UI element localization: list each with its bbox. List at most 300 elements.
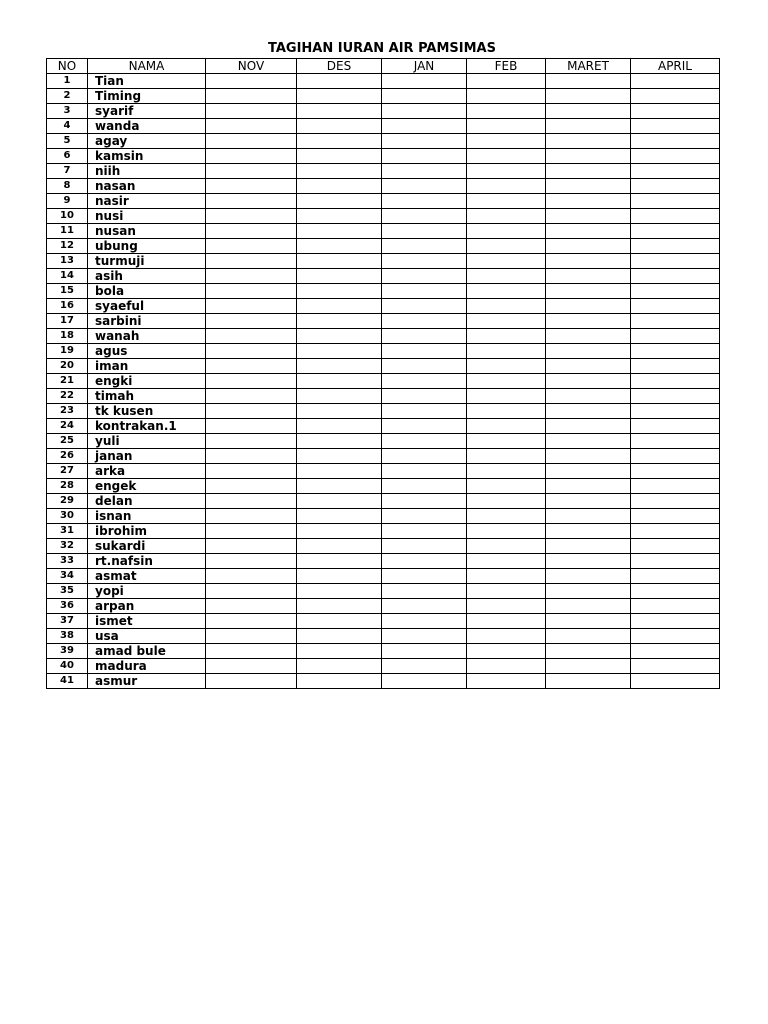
- cell-maret: [546, 134, 631, 149]
- cell-jan: [382, 584, 467, 599]
- cell-feb: [467, 89, 546, 104]
- cell-maret: [546, 164, 631, 179]
- page-title: TAGIHAN IURAN AIR PAMSIMAS: [268, 41, 496, 56]
- cell-april: [631, 74, 720, 89]
- cell-des: [297, 254, 382, 269]
- table-row: [47, 329, 720, 344]
- cell-april: [631, 449, 720, 464]
- table-row: [47, 224, 720, 239]
- cell-des: [297, 449, 382, 464]
- row-name: ismet: [88, 614, 206, 629]
- cell-maret: [546, 599, 631, 614]
- cell-maret: [546, 494, 631, 509]
- table-row: [47, 599, 720, 614]
- row-number: 3: [47, 104, 88, 119]
- cell-maret: [546, 269, 631, 284]
- cell-jan: [382, 599, 467, 614]
- cell-jan: [382, 119, 467, 134]
- header-jan: JAN: [382, 59, 467, 74]
- table-row: [47, 134, 720, 149]
- row-number: 39: [47, 644, 88, 659]
- cell-nov: [206, 524, 297, 539]
- cell-nov: [206, 584, 297, 599]
- cell-maret: [546, 629, 631, 644]
- row-name: agay: [88, 134, 206, 149]
- cell-maret: [546, 659, 631, 674]
- table-row: [47, 434, 720, 449]
- cell-nov: [206, 104, 297, 119]
- table-row: [47, 584, 720, 599]
- cell-des: [297, 419, 382, 434]
- cell-des: [297, 194, 382, 209]
- cell-feb: [467, 284, 546, 299]
- cell-april: [631, 644, 720, 659]
- row-name: madura: [88, 659, 206, 674]
- cell-nov: [206, 89, 297, 104]
- cell-feb: [467, 539, 546, 554]
- cell-des: [297, 614, 382, 629]
- table-row: [47, 314, 720, 329]
- cell-maret: [546, 479, 631, 494]
- row-number: 38: [47, 629, 88, 644]
- cell-maret: [546, 404, 631, 419]
- cell-feb: [467, 194, 546, 209]
- billing-table: [46, 58, 720, 689]
- header-no: NO: [47, 59, 88, 74]
- table-body: [47, 74, 720, 689]
- cell-april: [631, 194, 720, 209]
- cell-des: [297, 329, 382, 344]
- cell-april: [631, 119, 720, 134]
- row-name: Tian: [88, 74, 206, 89]
- cell-maret: [546, 434, 631, 449]
- cell-maret: [546, 419, 631, 434]
- cell-april: [631, 209, 720, 224]
- cell-des: [297, 314, 382, 329]
- row-number: 40: [47, 659, 88, 674]
- cell-jan: [382, 209, 467, 224]
- cell-jan: [382, 479, 467, 494]
- cell-maret: [546, 149, 631, 164]
- cell-maret: [546, 299, 631, 314]
- row-number: 22: [47, 389, 88, 404]
- table-row: [47, 494, 720, 509]
- row-name: timah: [88, 389, 206, 404]
- row-name: wanah: [88, 329, 206, 344]
- cell-des: [297, 179, 382, 194]
- cell-des: [297, 539, 382, 554]
- table-row: [47, 359, 720, 374]
- cell-nov: [206, 509, 297, 524]
- row-number: 8: [47, 179, 88, 194]
- row-name: amad bule: [88, 644, 206, 659]
- cell-feb: [467, 449, 546, 464]
- header-nov: NOV: [206, 59, 297, 74]
- cell-maret: [546, 344, 631, 359]
- table-row: [47, 119, 720, 134]
- row-number: 11: [47, 224, 88, 239]
- cell-feb: [467, 659, 546, 674]
- cell-april: [631, 374, 720, 389]
- table-row: [47, 614, 720, 629]
- cell-april: [631, 524, 720, 539]
- cell-feb: [467, 329, 546, 344]
- cell-april: [631, 269, 720, 284]
- cell-maret: [546, 554, 631, 569]
- row-number: 13: [47, 254, 88, 269]
- cell-feb: [467, 434, 546, 449]
- cell-feb: [467, 269, 546, 284]
- row-name: asmur: [88, 674, 206, 689]
- cell-jan: [382, 674, 467, 689]
- cell-des: [297, 464, 382, 479]
- table-row: [47, 464, 720, 479]
- cell-nov: [206, 299, 297, 314]
- cell-nov: [206, 254, 297, 269]
- cell-nov: [206, 419, 297, 434]
- row-name: janan: [88, 449, 206, 464]
- cell-maret: [546, 584, 631, 599]
- row-name: arka: [88, 464, 206, 479]
- table-row: [47, 554, 720, 569]
- cell-feb: [467, 599, 546, 614]
- cell-des: [297, 224, 382, 239]
- row-name: asih: [88, 269, 206, 284]
- cell-feb: [467, 299, 546, 314]
- table-row: [47, 89, 720, 104]
- cell-feb: [467, 464, 546, 479]
- cell-des: [297, 209, 382, 224]
- cell-feb: [467, 74, 546, 89]
- cell-jan: [382, 464, 467, 479]
- cell-jan: [382, 269, 467, 284]
- cell-feb: [467, 584, 546, 599]
- table-row: [47, 404, 720, 419]
- cell-nov: [206, 74, 297, 89]
- cell-jan: [382, 389, 467, 404]
- cell-jan: [382, 509, 467, 524]
- cell-jan: [382, 74, 467, 89]
- cell-feb: [467, 644, 546, 659]
- cell-des: [297, 644, 382, 659]
- cell-april: [631, 419, 720, 434]
- cell-feb: [467, 629, 546, 644]
- cell-april: [631, 674, 720, 689]
- row-number: 25: [47, 434, 88, 449]
- row-name: nusan: [88, 224, 206, 239]
- cell-nov: [206, 644, 297, 659]
- cell-maret: [546, 179, 631, 194]
- cell-jan: [382, 149, 467, 164]
- cell-des: [297, 494, 382, 509]
- cell-feb: [467, 509, 546, 524]
- cell-des: [297, 149, 382, 164]
- cell-maret: [546, 389, 631, 404]
- cell-jan: [382, 104, 467, 119]
- row-number: 1: [47, 74, 88, 89]
- cell-feb: [467, 344, 546, 359]
- cell-april: [631, 569, 720, 584]
- row-name: rt.nafsin: [88, 554, 206, 569]
- cell-feb: [467, 209, 546, 224]
- row-number: 37: [47, 614, 88, 629]
- cell-feb: [467, 119, 546, 134]
- row-number: 41: [47, 674, 88, 689]
- cell-feb: [467, 104, 546, 119]
- cell-april: [631, 329, 720, 344]
- row-number: 27: [47, 464, 88, 479]
- cell-maret: [546, 449, 631, 464]
- cell-des: [297, 359, 382, 374]
- cell-jan: [382, 374, 467, 389]
- cell-jan: [382, 494, 467, 509]
- cell-maret: [546, 359, 631, 374]
- cell-feb: [467, 674, 546, 689]
- cell-nov: [206, 479, 297, 494]
- table-row: [47, 164, 720, 179]
- cell-des: [297, 434, 382, 449]
- row-name: iman: [88, 359, 206, 374]
- cell-des: [297, 629, 382, 644]
- cell-nov: [206, 449, 297, 464]
- cell-maret: [546, 329, 631, 344]
- cell-april: [631, 599, 720, 614]
- cell-feb: [467, 374, 546, 389]
- cell-nov: [206, 269, 297, 284]
- cell-april: [631, 239, 720, 254]
- row-number: 32: [47, 539, 88, 554]
- cell-feb: [467, 524, 546, 539]
- row-name: yopi: [88, 584, 206, 599]
- cell-april: [631, 389, 720, 404]
- cell-jan: [382, 449, 467, 464]
- row-name: turmuji: [88, 254, 206, 269]
- row-name: kamsin: [88, 149, 206, 164]
- cell-feb: [467, 359, 546, 374]
- cell-jan: [382, 569, 467, 584]
- header-row: [47, 59, 720, 74]
- cell-april: [631, 299, 720, 314]
- cell-maret: [546, 119, 631, 134]
- cell-maret: [546, 104, 631, 119]
- cell-des: [297, 374, 382, 389]
- row-number: 30: [47, 509, 88, 524]
- cell-maret: [546, 284, 631, 299]
- cell-des: [297, 164, 382, 179]
- cell-maret: [546, 569, 631, 584]
- table-row: [47, 389, 720, 404]
- cell-april: [631, 584, 720, 599]
- cell-maret: [546, 314, 631, 329]
- row-number: 18: [47, 329, 88, 344]
- cell-jan: [382, 629, 467, 644]
- cell-april: [631, 554, 720, 569]
- cell-april: [631, 629, 720, 644]
- row-number: 34: [47, 569, 88, 584]
- row-number: 20: [47, 359, 88, 374]
- cell-nov: [206, 209, 297, 224]
- cell-jan: [382, 224, 467, 239]
- cell-nov: [206, 224, 297, 239]
- row-number: 17: [47, 314, 88, 329]
- cell-maret: [546, 674, 631, 689]
- table-row: [47, 104, 720, 119]
- header-nama: NAMA: [88, 59, 206, 74]
- header-maret: MARET: [546, 59, 631, 74]
- cell-des: [297, 269, 382, 284]
- row-number: 14: [47, 269, 88, 284]
- cell-nov: [206, 659, 297, 674]
- cell-april: [631, 659, 720, 674]
- table-row: [47, 449, 720, 464]
- table-row: [47, 344, 720, 359]
- cell-des: [297, 344, 382, 359]
- table-row: [47, 239, 720, 254]
- cell-des: [297, 104, 382, 119]
- cell-april: [631, 284, 720, 299]
- cell-maret: [546, 254, 631, 269]
- cell-nov: [206, 239, 297, 254]
- cell-nov: [206, 569, 297, 584]
- cell-nov: [206, 314, 297, 329]
- row-name: usa: [88, 629, 206, 644]
- table-row: [47, 149, 720, 164]
- cell-jan: [382, 164, 467, 179]
- cell-nov: [206, 404, 297, 419]
- cell-feb: [467, 254, 546, 269]
- cell-nov: [206, 149, 297, 164]
- cell-feb: [467, 479, 546, 494]
- cell-des: [297, 584, 382, 599]
- header-feb: FEB: [467, 59, 546, 74]
- row-name: nasir: [88, 194, 206, 209]
- cell-des: [297, 509, 382, 524]
- cell-maret: [546, 224, 631, 239]
- cell-april: [631, 509, 720, 524]
- row-name: isnan: [88, 509, 206, 524]
- cell-april: [631, 149, 720, 164]
- cell-maret: [546, 539, 631, 554]
- cell-april: [631, 464, 720, 479]
- cell-april: [631, 314, 720, 329]
- table-row: [47, 179, 720, 194]
- cell-feb: [467, 224, 546, 239]
- table-row: [47, 539, 720, 554]
- table-row: [47, 509, 720, 524]
- row-name: tk kusen: [88, 404, 206, 419]
- table-row: [47, 479, 720, 494]
- row-name: Timing: [88, 89, 206, 104]
- row-number: 4: [47, 119, 88, 134]
- row-number: 35: [47, 584, 88, 599]
- row-number: 16: [47, 299, 88, 314]
- cell-des: [297, 674, 382, 689]
- table-row: [47, 374, 720, 389]
- row-name: engek: [88, 479, 206, 494]
- cell-jan: [382, 554, 467, 569]
- cell-maret: [546, 374, 631, 389]
- table-row: [47, 194, 720, 209]
- cell-jan: [382, 524, 467, 539]
- cell-nov: [206, 434, 297, 449]
- header-april: APRIL: [631, 59, 720, 74]
- cell-des: [297, 239, 382, 254]
- cell-des: [297, 599, 382, 614]
- cell-des: [297, 659, 382, 674]
- cell-feb: [467, 314, 546, 329]
- table-row: [47, 284, 720, 299]
- cell-feb: [467, 164, 546, 179]
- cell-jan: [382, 239, 467, 254]
- cell-april: [631, 89, 720, 104]
- row-name: delan: [88, 494, 206, 509]
- cell-april: [631, 179, 720, 194]
- cell-nov: [206, 284, 297, 299]
- row-number: 29: [47, 494, 88, 509]
- row-number: 7: [47, 164, 88, 179]
- cell-feb: [467, 149, 546, 164]
- cell-feb: [467, 569, 546, 584]
- cell-jan: [382, 194, 467, 209]
- row-name: sukardi: [88, 539, 206, 554]
- cell-april: [631, 359, 720, 374]
- cell-nov: [206, 599, 297, 614]
- cell-feb: [467, 239, 546, 254]
- cell-april: [631, 254, 720, 269]
- row-number: 31: [47, 524, 88, 539]
- table-row: [47, 629, 720, 644]
- cell-nov: [206, 344, 297, 359]
- cell-nov: [206, 329, 297, 344]
- cell-jan: [382, 644, 467, 659]
- cell-jan: [382, 404, 467, 419]
- row-name: nasan: [88, 179, 206, 194]
- cell-nov: [206, 119, 297, 134]
- cell-des: [297, 299, 382, 314]
- cell-des: [297, 404, 382, 419]
- cell-feb: [467, 614, 546, 629]
- cell-nov: [206, 164, 297, 179]
- row-name: nusi: [88, 209, 206, 224]
- row-number: 21: [47, 374, 88, 389]
- row-name: bola: [88, 284, 206, 299]
- cell-april: [631, 494, 720, 509]
- cell-jan: [382, 179, 467, 194]
- row-number: 26: [47, 449, 88, 464]
- cell-des: [297, 479, 382, 494]
- row-name: syarif: [88, 104, 206, 119]
- table-row: [47, 419, 720, 434]
- cell-feb: [467, 134, 546, 149]
- row-number: 19: [47, 344, 88, 359]
- cell-maret: [546, 509, 631, 524]
- cell-april: [631, 134, 720, 149]
- row-number: 9: [47, 194, 88, 209]
- cell-feb: [467, 389, 546, 404]
- row-number: 2: [47, 89, 88, 104]
- row-name: wanda: [88, 119, 206, 134]
- table-row: [47, 299, 720, 314]
- cell-jan: [382, 359, 467, 374]
- cell-april: [631, 104, 720, 119]
- cell-maret: [546, 74, 631, 89]
- row-name: yuli: [88, 434, 206, 449]
- cell-jan: [382, 614, 467, 629]
- cell-feb: [467, 494, 546, 509]
- row-name: kontrakan.1: [88, 419, 206, 434]
- cell-nov: [206, 674, 297, 689]
- cell-nov: [206, 464, 297, 479]
